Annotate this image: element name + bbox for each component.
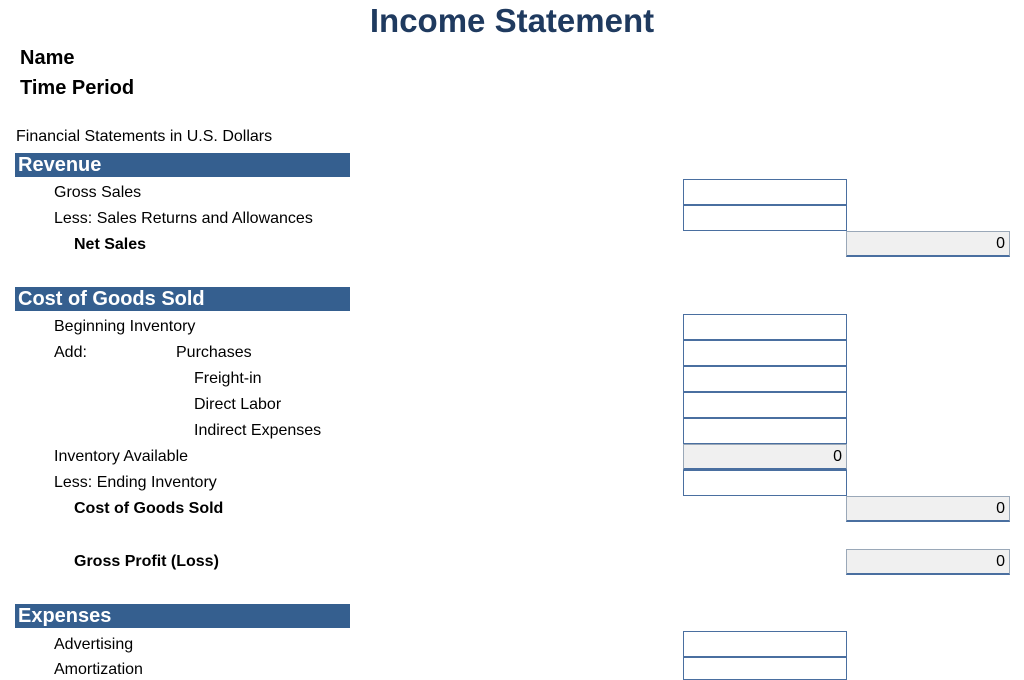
amortization-label: Amortization xyxy=(54,661,143,678)
time-period-label: Time Period xyxy=(20,77,135,99)
inventory-available-label: Inventory Available xyxy=(54,448,189,465)
amortization-input[interactable] xyxy=(683,657,847,680)
beginning-inventory-label: Beginning Inventory xyxy=(54,318,196,335)
net-sales-label: Net Sales xyxy=(74,236,147,253)
gross-sales-label: Gross Sales xyxy=(54,184,142,201)
sales-returns-input[interactable] xyxy=(683,205,847,231)
purchases-label: Purchases xyxy=(176,344,252,361)
currency-note: Financial Statements in U.S. Dollars xyxy=(16,128,273,145)
sales-returns-label: Less: Sales Returns and Allowances xyxy=(54,210,313,227)
inventory-available-total: 0 xyxy=(683,444,847,470)
advertising-input[interactable] xyxy=(683,631,847,657)
freight-in-label: Freight-in xyxy=(194,370,262,387)
net-sales-total: 0 xyxy=(846,231,1010,257)
advertising-label: Advertising xyxy=(54,636,134,653)
beginning-inventory-input[interactable] xyxy=(683,314,847,340)
freight-in-input[interactable] xyxy=(683,366,847,392)
gross-profit-total: 0 xyxy=(846,549,1010,575)
cogs-section-header: Cost of Goods Sold xyxy=(15,287,350,311)
cogs-total: 0 xyxy=(846,496,1010,522)
purchases-input[interactable] xyxy=(683,340,847,366)
ending-inventory-label: Less: Ending Inventory xyxy=(54,474,217,491)
indirect-expenses-label: Indirect Expenses xyxy=(194,422,322,439)
name-label: Name xyxy=(20,47,75,69)
gross-profit-label: Gross Profit (Loss) xyxy=(74,553,219,570)
add-label: Add: xyxy=(54,344,87,361)
page-title: Income Statement xyxy=(369,2,655,39)
indirect-expenses-input[interactable] xyxy=(683,418,847,444)
cogs-total-label: Cost of Goods Sold xyxy=(74,500,224,517)
direct-labor-label: Direct Labor xyxy=(194,396,282,413)
direct-labor-input[interactable] xyxy=(683,392,847,418)
ending-inventory-input[interactable] xyxy=(683,470,847,496)
gross-sales-input[interactable] xyxy=(683,179,847,205)
expenses-section-header: Expenses xyxy=(15,604,350,628)
revenue-section-header: Revenue xyxy=(15,153,350,177)
